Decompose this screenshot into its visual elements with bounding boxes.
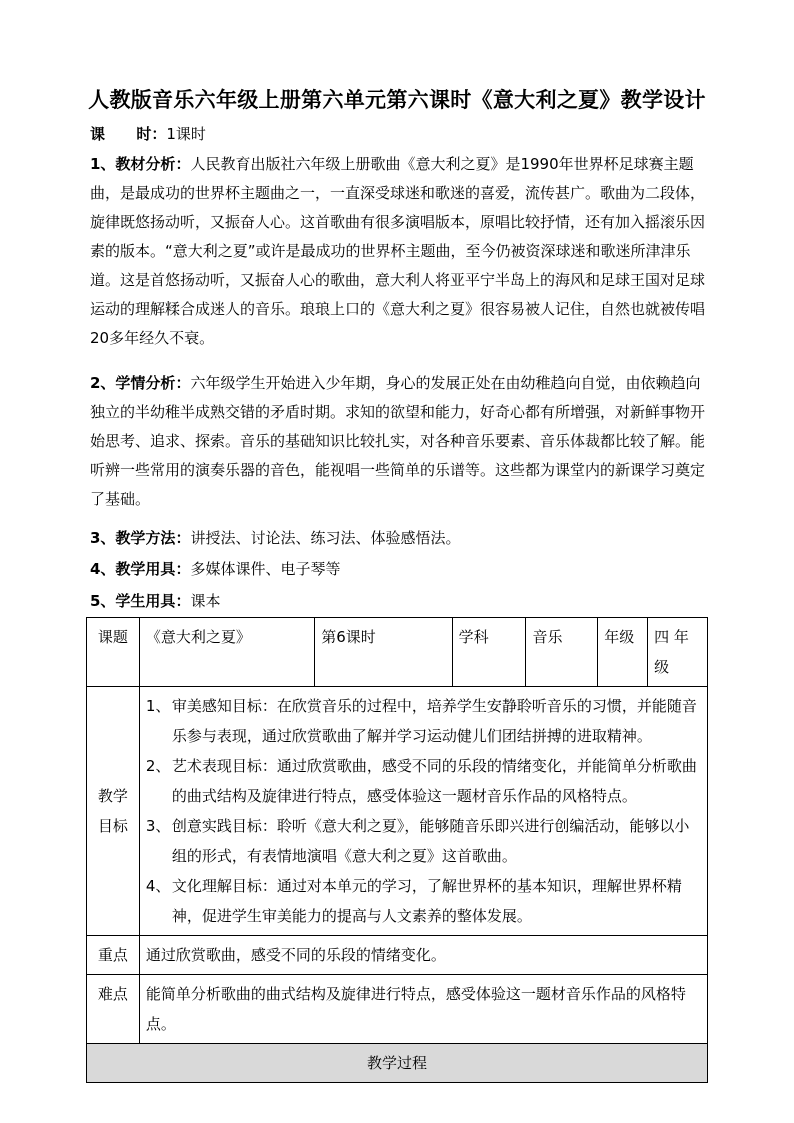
teaching-process-header: 教学过程: [87, 1044, 708, 1083]
document-title: 人教版音乐六年级上册第六单元第六课时《意大利之夏》教学设计: [88, 87, 706, 112]
topic-label-cell: 课题: [87, 618, 140, 687]
goals-cell: [139, 687, 707, 936]
goals-label-cell: 教学目标: [87, 687, 140, 936]
section-teaching-methods: [90, 524, 706, 553]
key-point-label-cell: 重点: [87, 936, 140, 975]
goal-number: 1、: [145, 697, 171, 715]
goal-list: [146, 691, 701, 931]
section-text: 课本: [190, 592, 221, 610]
table-row-process: [87, 1044, 708, 1083]
topic-value-cell: 《意大利之夏》: [139, 618, 314, 687]
goal-number: 2、: [145, 757, 171, 775]
goal-item: [146, 871, 701, 931]
table-row-difficult-point: [87, 975, 708, 1044]
subject-label-cell: 学科: [452, 618, 526, 687]
section-label: 2、学情分析：: [90, 374, 191, 392]
goal-item: [146, 811, 701, 871]
grade-label-cell: 年级: [598, 618, 648, 687]
lesson-number-cell: 第6课时: [315, 618, 452, 687]
table-row-goals: [87, 687, 708, 936]
goal-text: 艺术表现目标：通过欣赏歌曲，感受不同的乐段的情绪变化，并能简单分析歌曲的曲式结构及旋律进行特点，感受体验这一题材音乐作品的风格特点。: [171, 757, 697, 805]
section-textbook-analysis: [90, 150, 706, 353]
section-teaching-tools: [90, 555, 706, 584]
section-label: 1、教材分析：: [90, 155, 191, 173]
grade-value-cell: 四 年级: [648, 618, 708, 687]
goal-text: 文化理解目标：通过对本单元的学习，了解世界杯的基本知识，理解世界杯精神，促进学生审美能力的提高与人文素养的整体发展。: [171, 877, 682, 925]
section-label: 4、教学用具：: [90, 560, 191, 578]
section-text: 讲授法、讨论法、练习法、体验感悟法。: [190, 529, 461, 547]
table-row-key-point: [87, 936, 708, 975]
goal-item: [146, 691, 701, 751]
class-hours-label: 课 时：: [90, 125, 167, 143]
difficult-point-label-cell: 难点: [87, 975, 140, 1044]
lesson-table: [86, 617, 708, 1083]
section-text: 人民教育出版社六年级上册歌曲《意大利之夏》是1990年世界杯足球赛主题曲，是最成功的世界杯主题曲之一，一直深受球迷和歌迷的喜爱，流传甚广。歌曲为二段体，旋律既悠扬动听，又振奋人心。这首歌曲有很多演唱版本，原唱比较抒情，还有加入摇滚乐因素的版本。“意大利之夏”或许是最成功的世界杯主题曲，至今仍被资深球迷和歌迷所津津乐道。这是首悠扬动听，又振奋人心的歌曲，意大利人将亚平宁半岛上的海风和足球王国对足球运动的理解糅合成迷人的音乐。琅琅上口的《意大利之夏》很容易被人记住，自然也就被传唱20多年经久不衰。: [90, 155, 706, 347]
goal-text: 创意实践目标：聆听《意大利之夏》，能够随音乐即兴进行创编活动，能够以小组的形式，有表情地演唱《意大利之夏》这首歌曲。: [171, 817, 690, 865]
class-hours-value: 1课时: [166, 125, 206, 143]
difficult-point-value-cell: 能简单分析歌曲的曲式结构及旋律进行特点，感受体验这一题材音乐作品的风格特点。: [139, 975, 707, 1044]
subject-value-cell: 音乐: [526, 618, 598, 687]
goal-item: [146, 751, 701, 811]
key-point-value-cell: 通过欣赏歌曲，感受不同的乐段的情绪变化。: [139, 936, 707, 975]
class-hours-line: [90, 120, 706, 149]
table-row-header: [87, 618, 708, 687]
goal-text: 审美感知目标：在欣赏音乐的过程中，培养学生安静聆听音乐的习惯，并能随音乐参与表现，通过欣赏歌曲了解并学习运动健儿们团结拼搏的进取精神。: [171, 697, 697, 745]
section-text: 多媒体课件、电子琴等: [190, 560, 341, 578]
section-student-analysis: [90, 369, 706, 514]
section-text: 六年级学生开始进入少年期，身心的发展正处在由幼稚趋向自觉，由依赖趋向独立的半幼稚半成熟交错的矛盾时期。求知的欲望和能力，好奇心都有所增强，对新鲜事物开始思考、追求、探索。音乐的基础知识比较扎实，对各种音乐要素、音乐体裁都比较了解。能听辨一些常用的演奏乐器的音色，能视唱一些简单的乐谱等。这些都为课堂内的新课学习奠定了基础。: [90, 374, 706, 508]
section-student-tools: [90, 587, 706, 616]
section-label: 3、教学方法：: [90, 529, 191, 547]
section-label: 5、学生用具：: [90, 592, 191, 610]
goal-number: 4、: [145, 877, 171, 895]
goal-number: 3、: [145, 817, 171, 835]
